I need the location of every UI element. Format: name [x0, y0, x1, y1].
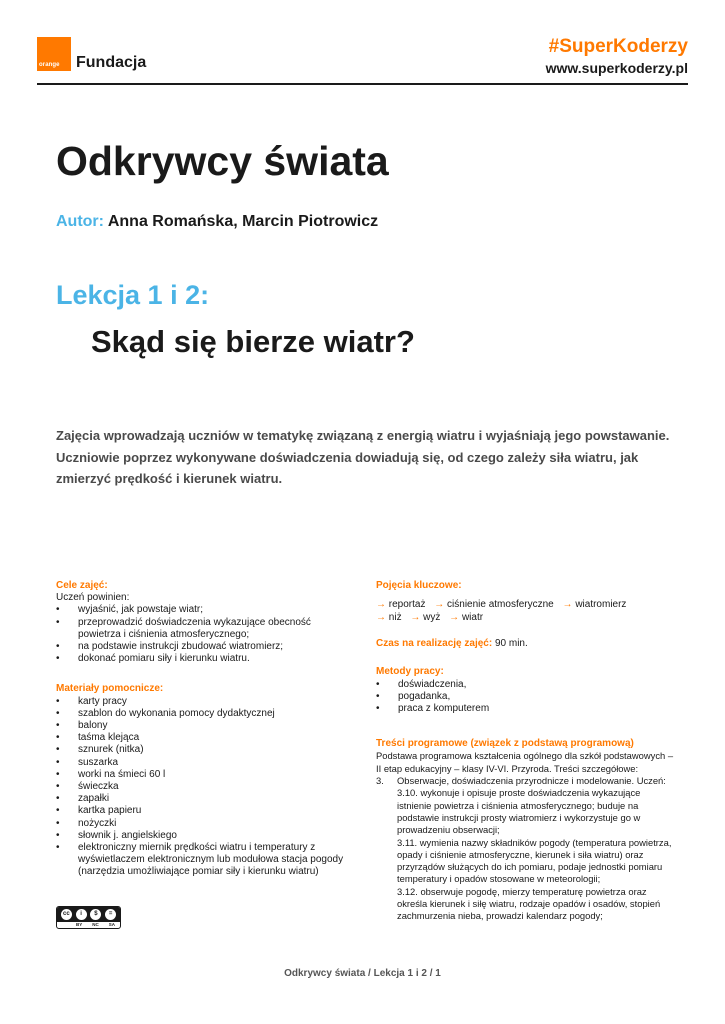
concepts-title: Pojęcia kluczowe: [376, 580, 462, 591]
cc-label: SA [108, 922, 115, 927]
list-item: • doświadczenia, [376, 679, 676, 691]
program-lead: Podstawa programowa kształcenia ogólnego dla szkół podstawowych – II etap edukacyjny – klasy IV-VI. Przyroda. Treści szczegółowe: [376, 750, 674, 774]
list-item: • nożyczki [56, 818, 346, 830]
materials-list [56, 696, 346, 879]
list-item: • taśma klejąca [56, 732, 346, 744]
lesson-title: Skąd się bierze wiatr? [91, 324, 415, 359]
concept-item: → niż [376, 611, 402, 623]
program-subitem: 3.12. obserwuje pogodę, mierzy temperaturę powietrza oraz określa kierunek i siłę wiatru, rodzaje opadów i osadów, stopień zachmurzenia nieba, prowadzi kalendarz pogody; [397, 885, 661, 922]
list-item: • dokonać pomiaru siły i kierunku wiatru. [56, 653, 346, 665]
noncommercial-icon: $ [90, 909, 101, 920]
authors-line [56, 213, 378, 231]
cc-label: NC [92, 922, 99, 927]
program-item [376, 775, 676, 923]
arrow-right-icon: → [434, 599, 445, 611]
list-item: • przeprowadzić doświadczenia wykazujące obecność powietrza i ciśnienia atmosferycznego; [56, 617, 346, 641]
list-item: • pogadanka, [376, 691, 676, 703]
concept-item: → reportaż [376, 599, 426, 611]
list-item: • słownik j. angielskiego [56, 830, 346, 842]
list-item: • sznurek (nitka) [56, 744, 346, 756]
hashtag: #SuperKoderzy [548, 36, 688, 57]
list-item: • kartka papieru [56, 805, 346, 817]
program-title: Treści programowe (związek z podstawą programową) [376, 738, 634, 750]
list-item: • zapałki [56, 793, 346, 805]
authors-label: Autor: [56, 213, 104, 230]
list-item: • na podstawie instrukcji zbudować wiatromierz; [56, 641, 346, 653]
right-column [376, 580, 676, 923]
concepts-row [376, 599, 676, 612]
concept-item: → wiatromierz [562, 599, 627, 611]
goals-title: Cele zajęć: [56, 580, 108, 591]
program-item-title: Obserwacje, doświadczenia przyrodnicze i modelowanie. Uczeń: [397, 775, 666, 787]
list-item: • świeczka [56, 781, 346, 793]
list-item: • suszarka [56, 757, 346, 769]
arrow-right-icon: → [562, 599, 573, 611]
org-name: Fundacja [76, 54, 147, 71]
lesson-label: Lekcja 1 i 2: [56, 280, 210, 310]
list-item: • worki na śmieci 60 l [56, 769, 346, 781]
intro-paragraph: Zajęcia wprowadzają uczniów w tematykę związaną z energią wiatru i wyjaśniają jego powstawanie. Uczniowie poprzez wykonywane doświadczenia dowiadują się, od czego zależy siła wiatru, jak zmierzyć prędkość i kierunek wiatru. [56, 428, 670, 486]
arrow-right-icon: → [376, 599, 386, 611]
website-link[interactable]: www.superkoderzy.pl [545, 60, 688, 76]
program-subitem: 3.11. wymienia nazwy składników pogody (temperatura powietrza, opady i ciśnienie atmosferyczne, kierunek i siła wiatru) oraz przyrządów służących do ich pomiaru, podaje jednostki pomiaru temperatury i opadów stosowane w meteorologii; [397, 836, 672, 885]
methods-list [376, 679, 676, 716]
arrow-right-icon: → [449, 611, 460, 623]
cc-icons [57, 907, 120, 922]
authors-names: Anna Romańska, Marcin Piotrowicz [107, 213, 379, 230]
left-column [56, 580, 346, 879]
cc-icon: cc [61, 909, 72, 920]
concepts-list [376, 599, 676, 624]
logo-text: orange [39, 62, 60, 68]
concept-item: → wiatr [449, 611, 484, 623]
materials-title: Materiały pomocnicze: [56, 683, 164, 695]
program-subitem: 3.10. wykonuje i opisuje proste doświadczenia wykazujące istnienie powietrza i ciśnienia atmosferycznego; buduje na podstawie instrukcji prosty wiatromierz i wykorzystuje go w prowadzeniu obserwacji; [397, 787, 641, 836]
concepts-row [376, 612, 676, 625]
concept-item: → ciśnienie atmosferyczne [434, 599, 554, 611]
program-section [376, 750, 676, 922]
list-item: • elektroniczny miernik prędkości wiatru i temperatury z wyświetlaczem elektronicznym lub modułowa stacja pogody (narzędzia umożliwiające pomiar siły i kierunku wiatru) [56, 842, 346, 879]
list-item: • praca z komputerem [376, 703, 676, 715]
share-alike-icon: = [105, 909, 116, 920]
goals-lead: Uczeń powinien: [56, 592, 130, 604]
arrow-right-icon: → [376, 611, 386, 623]
time-value: 90 min. [494, 638, 528, 650]
time-label: Czas na realizację zajęć: [376, 638, 493, 650]
list-item: • wyjaśnić, jak powstaje wiatr; [56, 604, 346, 616]
cc-label: BY [75, 922, 83, 927]
page-footer: Odkrywcy świata / Lekcja 1 i 2 / 1 [284, 968, 441, 979]
orange-logo [37, 37, 71, 71]
concept-item: → wyż [410, 611, 441, 623]
cc-license-badge [56, 906, 121, 929]
methods-title: Metody pracy: [376, 666, 444, 678]
program-item-number: 3. [376, 775, 384, 787]
header-divider [37, 83, 688, 85]
time-row [376, 638, 676, 650]
page-title: Odkrywcy świata [56, 138, 389, 184]
arrow-right-icon: → [410, 611, 421, 623]
goals-list [56, 604, 346, 665]
list-item: • karty pracy [56, 696, 346, 708]
cc-labels [57, 921, 120, 928]
list-item: • szablon do wykonania pomocy dydaktycznej [56, 708, 346, 720]
list-item: • balony [56, 720, 346, 732]
attribution-icon: i [76, 909, 87, 920]
